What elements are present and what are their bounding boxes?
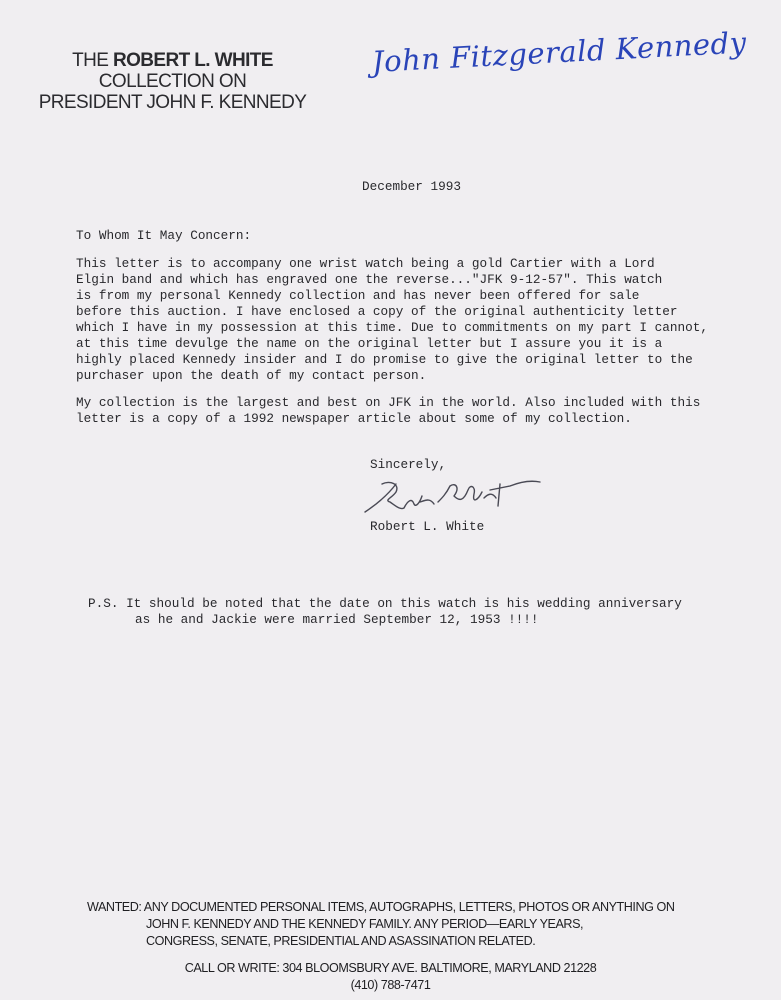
text-line: My collection is the largest and best on JFK in the world. Also included with this <box>76 395 701 410</box>
text-line: Elgin band and which has engraved one the reverse..."JFK 9-12-57". This watch <box>76 272 663 287</box>
text-line: before this auction. I have enclosed a copy of the original authenticity letter <box>76 304 678 319</box>
salutation: To Whom It May Concern: <box>76 228 252 243</box>
letterhead-line2: COLLECTION ON <box>98 71 247 92</box>
text-line: at this time devulge the name on the original letter but I assure you it is a <box>76 336 663 351</box>
paragraph-2 <box>76 395 700 427</box>
footer-contact: CALL OR WRITE: 304 BLOOMSBURY AVE. BALTIMORE, MARYLAND 21228 <box>184 961 597 975</box>
text-line: highly placed Kennedy insider and I do promise to give the original letter to the <box>76 352 693 367</box>
letterhead-prefix: THE <box>72 50 113 71</box>
text-line: This letter is to accompany one wrist watch being a gold Cartier with a Lord <box>76 256 655 271</box>
signer-name: Robert L. White <box>370 519 485 534</box>
letterhead-line1 <box>30 50 315 71</box>
footer-wanted-line-2: JOHN F. KENNEDY AND THE KENNEDY FAMILY. ANY PERIOD—EARLY YEARS, <box>146 917 584 931</box>
footer-phone: (410) 788-7471 <box>350 978 431 992</box>
closing: Sincerely, <box>370 457 447 472</box>
footer-wanted-line-1: WANTED: ANY DOCUMENTED PERSONAL ITEMS, AUTOGRAPHS, LETTERS, PHOTOS OR ANYTHING ON <box>87 900 675 914</box>
robert-white-signature <box>360 472 545 522</box>
letterhead-line3: PRESIDENT JOHN F. KENNEDY <box>38 92 307 113</box>
footer-wanted-line-3: CONGRESS, SENATE, PRESIDENTIAL AND ASASSINATION RELATED. <box>146 934 536 948</box>
text-line: is from my personal Kennedy collection and has never been offered for sale <box>76 288 640 303</box>
text-line: which I have in my possession at this time. Due to commitments on my part I cannot, <box>76 320 708 335</box>
letterhead-name: ROBERT L. WHITE <box>113 50 273 71</box>
letter-date: December 1993 <box>362 179 461 194</box>
jfk-autograph: John Fitzgerald Kennedy <box>371 25 748 79</box>
text-line: purchaser upon the death of my contact person. <box>76 368 427 383</box>
postscript-line-2: as he and Jackie were married September 12, 1953 !!!! <box>135 612 539 627</box>
text-line: letter is a copy of a 1992 newspaper article about some of my collection. <box>76 411 632 426</box>
paragraph-1 <box>76 256 708 384</box>
postscript-line-1: P.S. It should be noted that the date on this watch is his wedding anniversary <box>88 596 682 611</box>
